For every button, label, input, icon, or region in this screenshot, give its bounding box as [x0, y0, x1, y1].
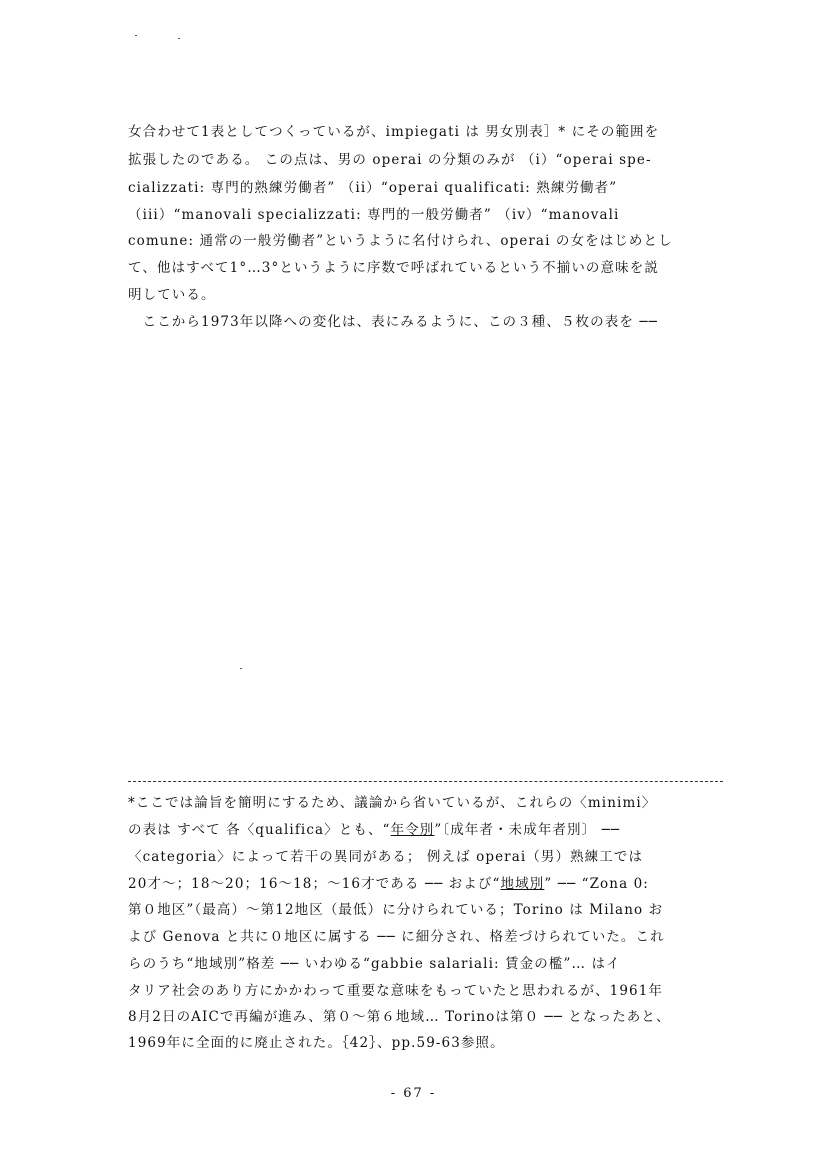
- body-line-6: て、他はすべて1°…3°というように序数で呼ばれているという不揃いの意味を説: [128, 260, 659, 276]
- footnote-line-2: [128, 821, 620, 839]
- body-line-3: cializzati: 専門的熟練労働者” （ii）“operai qualificati: 熟練労働者”: [128, 180, 618, 196]
- footnote-text: 20才～；18～20；16～18；～16才である ── および“: [128, 876, 501, 892]
- footnote-line-10: 1969年に全面的に廃止された。｛42｝、pp.59-63参照。: [128, 1035, 505, 1051]
- footnote-text: ” ── “Zona 0:: [544, 876, 649, 892]
- body-line-5: comune: 通常の一般労働者”というように名付けられ、operai の女をはじめとし: [128, 233, 673, 249]
- footnote-underlined-term: 地域別: [500, 876, 545, 892]
- footnote-line-8: タリア社会のあり方にかかわって重要な意味をもっていたと思われるが、1961年: [128, 983, 664, 999]
- footnote-line-7: らのうち“地域別”格差 ── いわゆる“gabbie salariali: 賃金の檻”… はイ: [128, 956, 621, 972]
- footnote-line-1: *ここでは論旨を簡明にするため、議論から省いているが、これらの〈minimi〉: [128, 795, 657, 811]
- footnote-line-3: 〈categoria〉によって若干の異同がある； 例えば operai（男）熟練工では: [128, 849, 644, 865]
- body-line-7: 明している。: [128, 287, 216, 303]
- body-line-8: ここから1973年以降への変化は、表にみるように、この３種、５枚の表を ──: [128, 314, 658, 330]
- body-line-1: 女合わせて1表としてつくっているが、impiegati は 男女別表］* にその範囲を: [128, 124, 660, 140]
- footnote-text: ”〔成年者・未成年者別〕 ──: [434, 822, 621, 838]
- footnote-line-9: 8月2日のAICで再編が進み、第０～第６地域… Torinoは第０ ── となったあと、: [128, 1009, 671, 1025]
- footnote-underlined-term: 年令別: [390, 822, 435, 838]
- body-line-2: 拡張したのである。 この点は、男の operai の分類のみが （i）“operai spe-: [128, 152, 652, 168]
- scan-speck: [240, 668, 242, 669]
- footnote-line-5: 第０地区”（最高）～第12地区（最低）に分けられている；Torino は Milano お: [128, 902, 664, 918]
- footnote-line-6: よび Genova と共に０地区に属する ── に細分され、格差づけられていた。これ: [128, 929, 665, 945]
- page-number: - 67 -: [390, 1086, 437, 1101]
- scan-speck: [135, 35, 137, 36]
- body-line-4: （iii）“manovali specializzati: 専門的一般労働者” （iv）“manovali: [128, 207, 620, 223]
- scan-speck: [178, 38, 180, 39]
- footnote-text: の表は すべて 各〈qualifica〉とも、“: [128, 822, 391, 838]
- footnote-line-4: [128, 875, 649, 893]
- footnote-separator: [128, 781, 723, 782]
